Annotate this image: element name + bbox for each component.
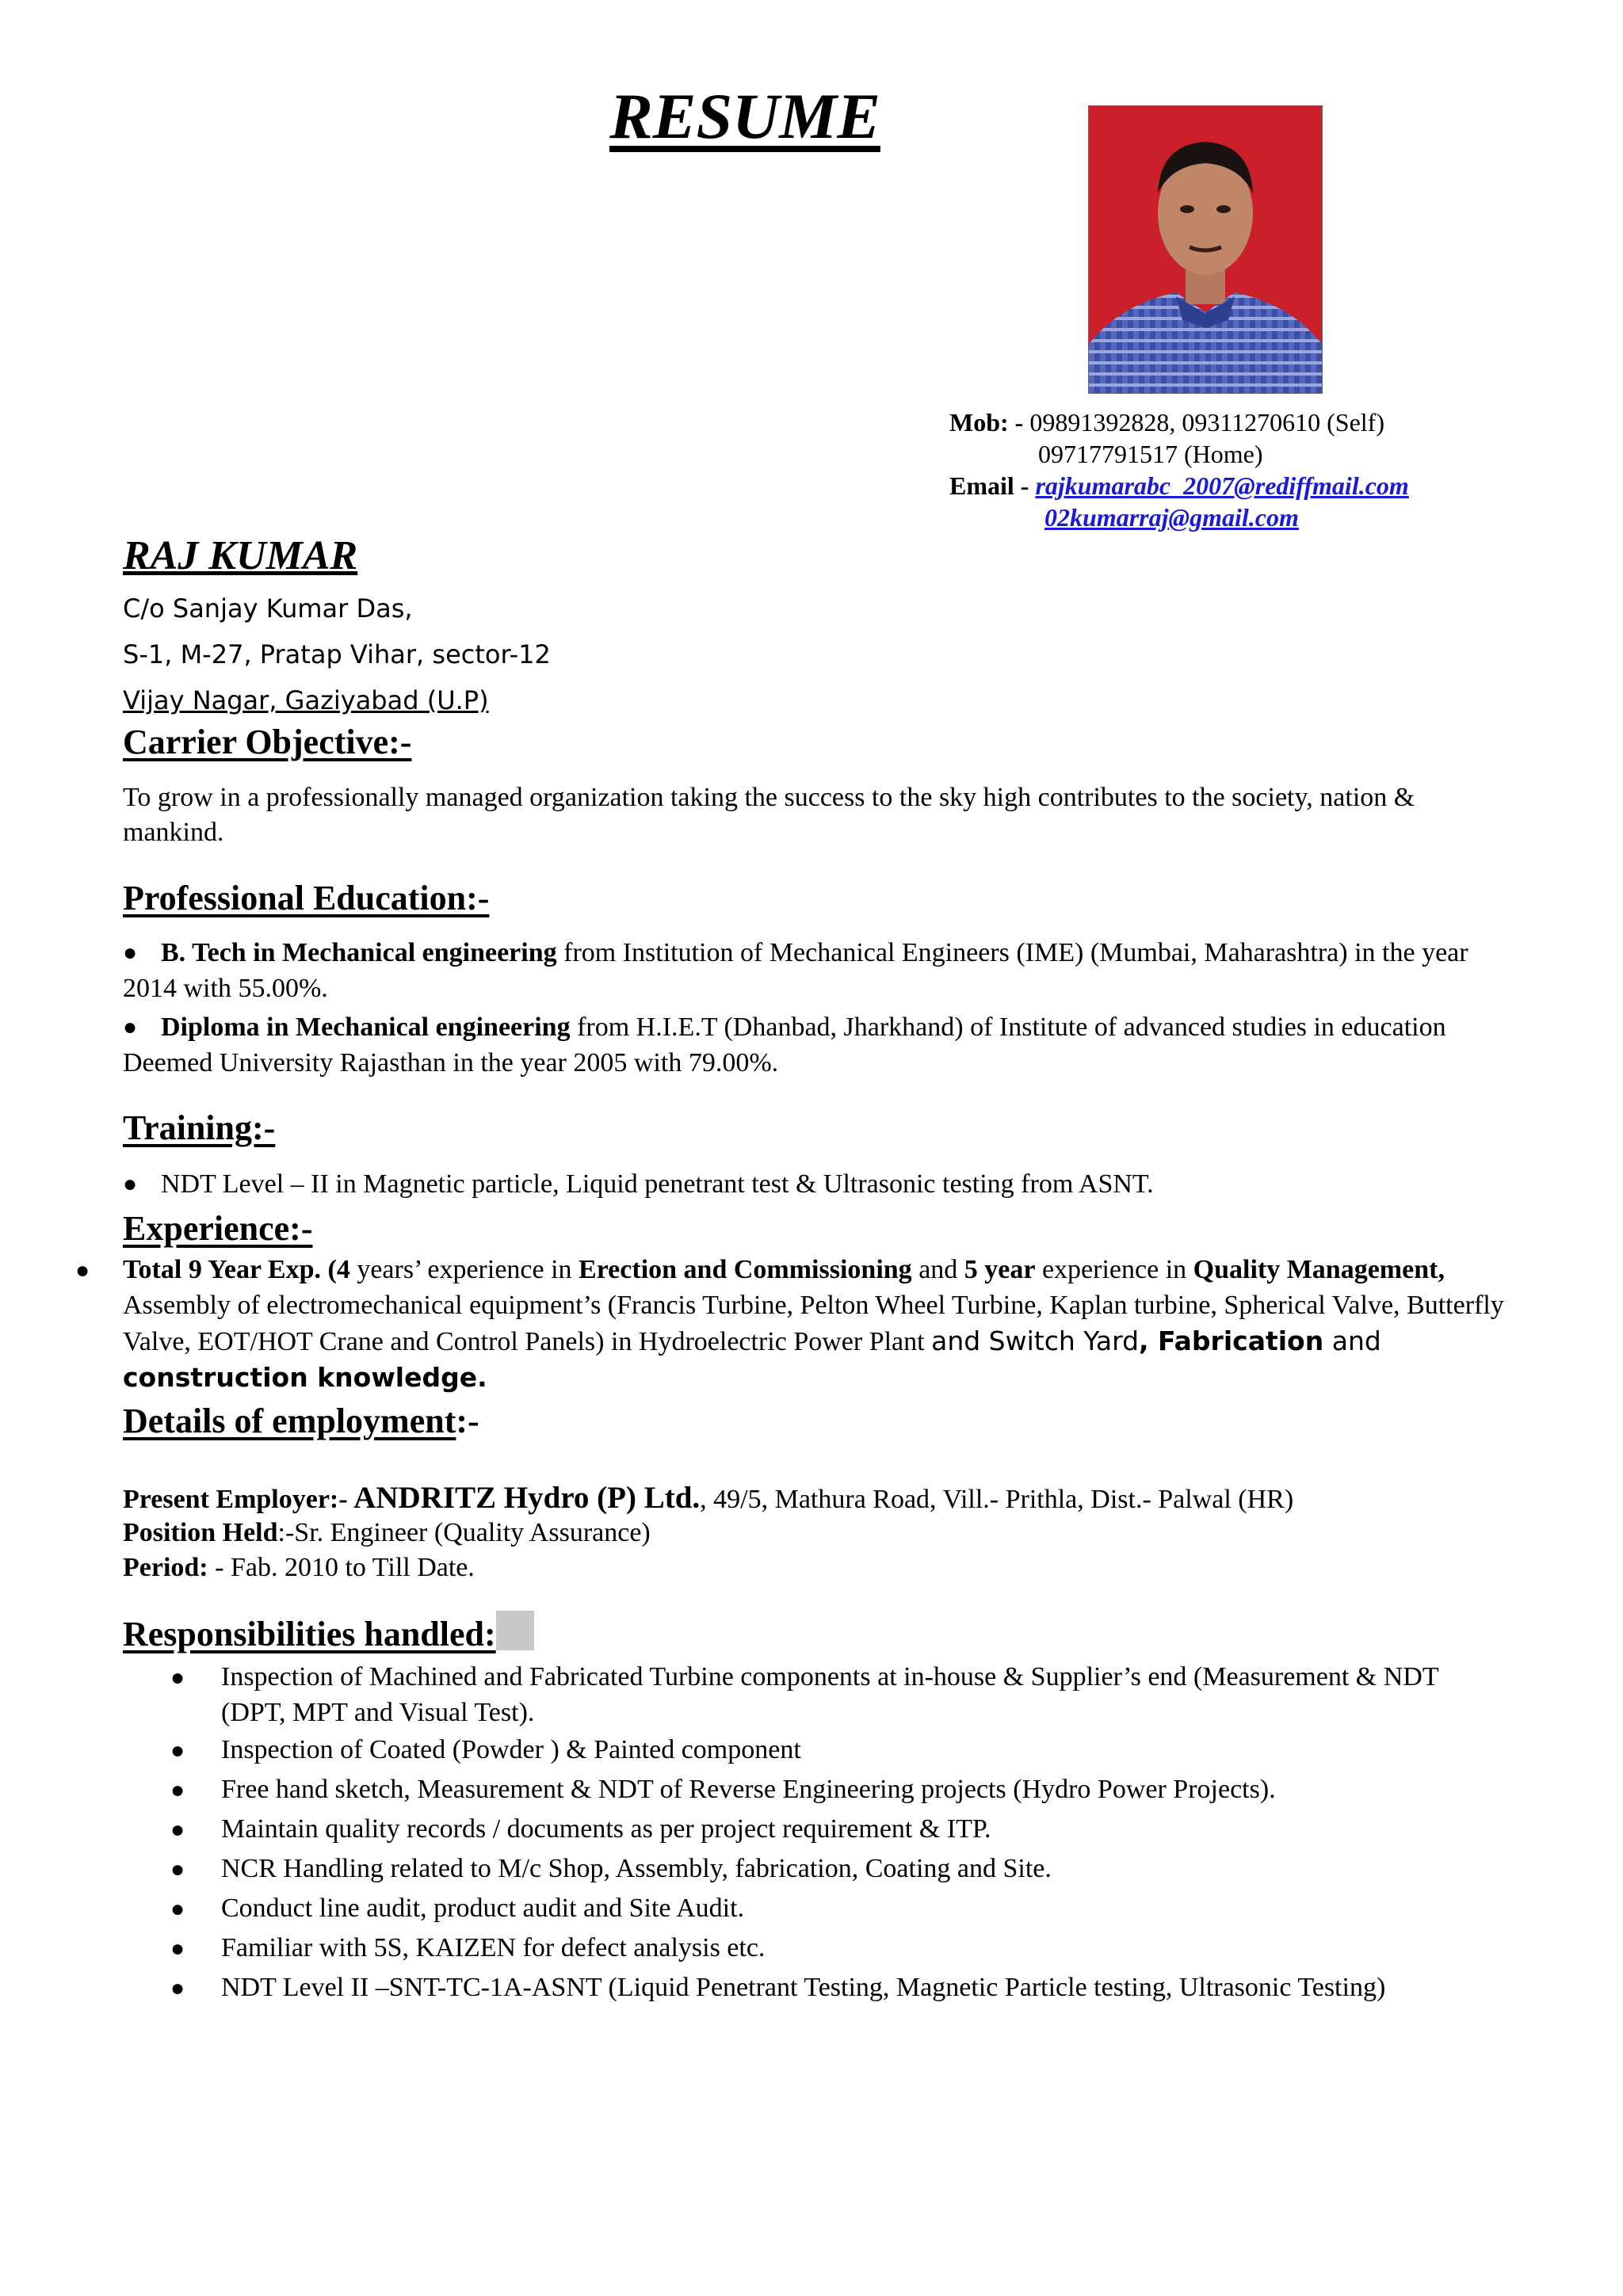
- period-label: Period:: [123, 1553, 208, 1582]
- exp-total: Total 9 Year Exp. (4: [123, 1255, 350, 1284]
- education-item-1: [123, 935, 1506, 1006]
- bullet-icon: ●: [123, 1014, 138, 1040]
- bullet-icon: ●: [170, 1665, 185, 1691]
- bullet-icon: ●: [170, 1975, 185, 2001]
- responsibilities-heading-text: Responsibilities handled:: [123, 1615, 496, 1653]
- exp-fabrication: , Fabrication: [1139, 1325, 1324, 1356]
- exp-erection: Erection and Commissioning: [579, 1255, 912, 1284]
- bullet-icon: ●: [123, 940, 138, 966]
- exp-quality: Quality Management,: [1193, 1255, 1445, 1284]
- responsibilities-heading: [123, 1611, 534, 1654]
- position-label: Position Held: [123, 1518, 278, 1547]
- mobile-label: Mob: -: [949, 408, 1024, 437]
- education-detail-2: from H.I.E.T (Dhanbad, Jharkhand) of Institute of advanced studies in education Deemed University Rajasthan in the year 2005 with 79.00%.: [123, 1013, 1446, 1077]
- candidate-name: RAJ KUMAR: [123, 533, 358, 578]
- bullet-icon: ●: [170, 1777, 185, 1803]
- email-label: Email -: [949, 471, 1029, 500]
- bullet-icon: ●: [123, 1171, 138, 1197]
- responsibility-item: Maintain quality records / documents as per project requirement & ITP.: [221, 1814, 991, 1844]
- education-degree-2: Diploma in Mechanical engineering: [161, 1013, 571, 1042]
- address-line-1: C/o Sanjay Kumar Das,: [123, 593, 413, 624]
- responsibility-item: Conduct line audit, product audit and Site Audit.: [221, 1894, 745, 1923]
- education-detail-1: from Institution of Mechanical Engineers (IME) (Mumbai, Maharashtra) in the year 2014 with 55.00%.: [123, 938, 1468, 1003]
- email-line: [949, 470, 1409, 502]
- position-value: :-Sr. Engineer (Quality Assurance): [277, 1518, 651, 1547]
- address-line-3: Vijay Nagar, Gaziyabad (U.P): [123, 685, 489, 715]
- training-item: NDT Level – II in Magnetic particle, Liquid penetrant test & Ultrasonic testing from ASNT.: [161, 1169, 1154, 1199]
- mobile-numbers: 09891392828, 09311270610 (Self): [1023, 408, 1384, 437]
- period-value: - Fab. 2010 to Till Date.: [208, 1553, 475, 1582]
- responsibility-item: NDT Level II –SNT-TC-1A-ASNT (Liquid Penetrant Testing, Magnetic Particle testing, Ultrasonic Testing): [221, 1973, 1386, 2002]
- profile-photo: [1088, 105, 1323, 394]
- bullet-icon: ●: [75, 1257, 90, 1283]
- resume-title: RESUME: [609, 80, 880, 152]
- experience-heading: Experience:-: [123, 1209, 313, 1248]
- responsibility-item: Inspection of Coated (Powder ) & Painted component: [221, 1735, 801, 1764]
- exp-text: and: [911, 1255, 964, 1284]
- objective-heading: Carrier Objective:-: [123, 723, 412, 761]
- employment-heading-text: Details of employment: [123, 1402, 456, 1440]
- bullet-icon: ●: [170, 1737, 185, 1764]
- bullet-icon: ●: [170, 1896, 185, 1922]
- email-link-2[interactable]: 02kumarraj@gmail.com: [1044, 503, 1299, 532]
- bullet-icon: ●: [170, 1936, 185, 1962]
- bullet-icon: ●: [170, 1856, 185, 1882]
- training-heading: Training:-: [123, 1108, 276, 1147]
- responsibility-item: Familiar with 5S, KAIZEN for defect analysis etc.: [221, 1933, 766, 1962]
- email-line-2: [1044, 502, 1299, 533]
- responsibility-item: Inspection of Machined and Fabricated Turbine components at in-house & Supplier’s end (Measurement & NDT (DPT, MPT and Visual Test).: [221, 1662, 1438, 1727]
- exp-construction: construction knowledge.: [123, 1362, 487, 1393]
- employment-heading-suffix: :-: [456, 1402, 479, 1440]
- objective-text: To grow in a professionally managed organization taking the success to the sky high contributes to the society, nation & mankind.: [123, 783, 1415, 847]
- highlight-marker: [496, 1611, 534, 1650]
- exp-switchyard: and Switch Yard: [931, 1325, 1140, 1356]
- employer-label: Present Employer:-: [123, 1485, 348, 1514]
- exp-text: and: [1323, 1325, 1381, 1356]
- responsibility-item: Free hand sketch, Measurement & NDT of Reverse Engineering projects (Hydro Power Projects).: [221, 1775, 1276, 1804]
- address-line-2: S-1, M-27, Pratap Vihar, sector-12: [123, 639, 551, 669]
- bullet-icon: ●: [170, 1817, 185, 1843]
- employer-line: [123, 1481, 1293, 1517]
- experience-summary: [123, 1252, 1506, 1396]
- employer-name: ANDRITZ Hydro (P) Ltd.: [347, 1481, 701, 1515]
- exp-text: years’ experience in: [349, 1255, 579, 1284]
- exp-text: experience in: [1035, 1255, 1193, 1284]
- mobile-line: [949, 406, 1384, 438]
- home-phone: 09717791517 (Home): [1038, 440, 1263, 468]
- exp-years: 5 year: [964, 1255, 1036, 1284]
- responsibility-item: NCR Handling related to M/c Shop, Assembly, fabrication, Coating and Site.: [221, 1854, 1052, 1883]
- education-heading: Professional Education:-: [123, 879, 490, 917]
- employer-address: , 49/5, Mathura Road, Vill.- Prithla, Dist.- Palwal (HR): [700, 1485, 1294, 1514]
- employment-heading: [123, 1401, 479, 1441]
- position-line: [123, 1516, 651, 1550]
- education-degree-1: B. Tech in Mechanical engineering: [161, 938, 557, 967]
- email-link-1[interactable]: rajkumarabc_2007@rediffmail.com: [1035, 471, 1409, 500]
- education-item-2: [123, 1009, 1506, 1081]
- period-line: [123, 1550, 475, 1585]
- portrait-image: [1089, 106, 1322, 393]
- exp-assembly: Assembly of electromechanical equipment’s (Francis Turbine, Pelton Wheel Turbine, Kaplan turbine, Spherical Valve, Butterfly Valve, EOT/HOT Crane and Control Panels) in Hydroelectric Power Plant: [123, 1291, 1504, 1356]
